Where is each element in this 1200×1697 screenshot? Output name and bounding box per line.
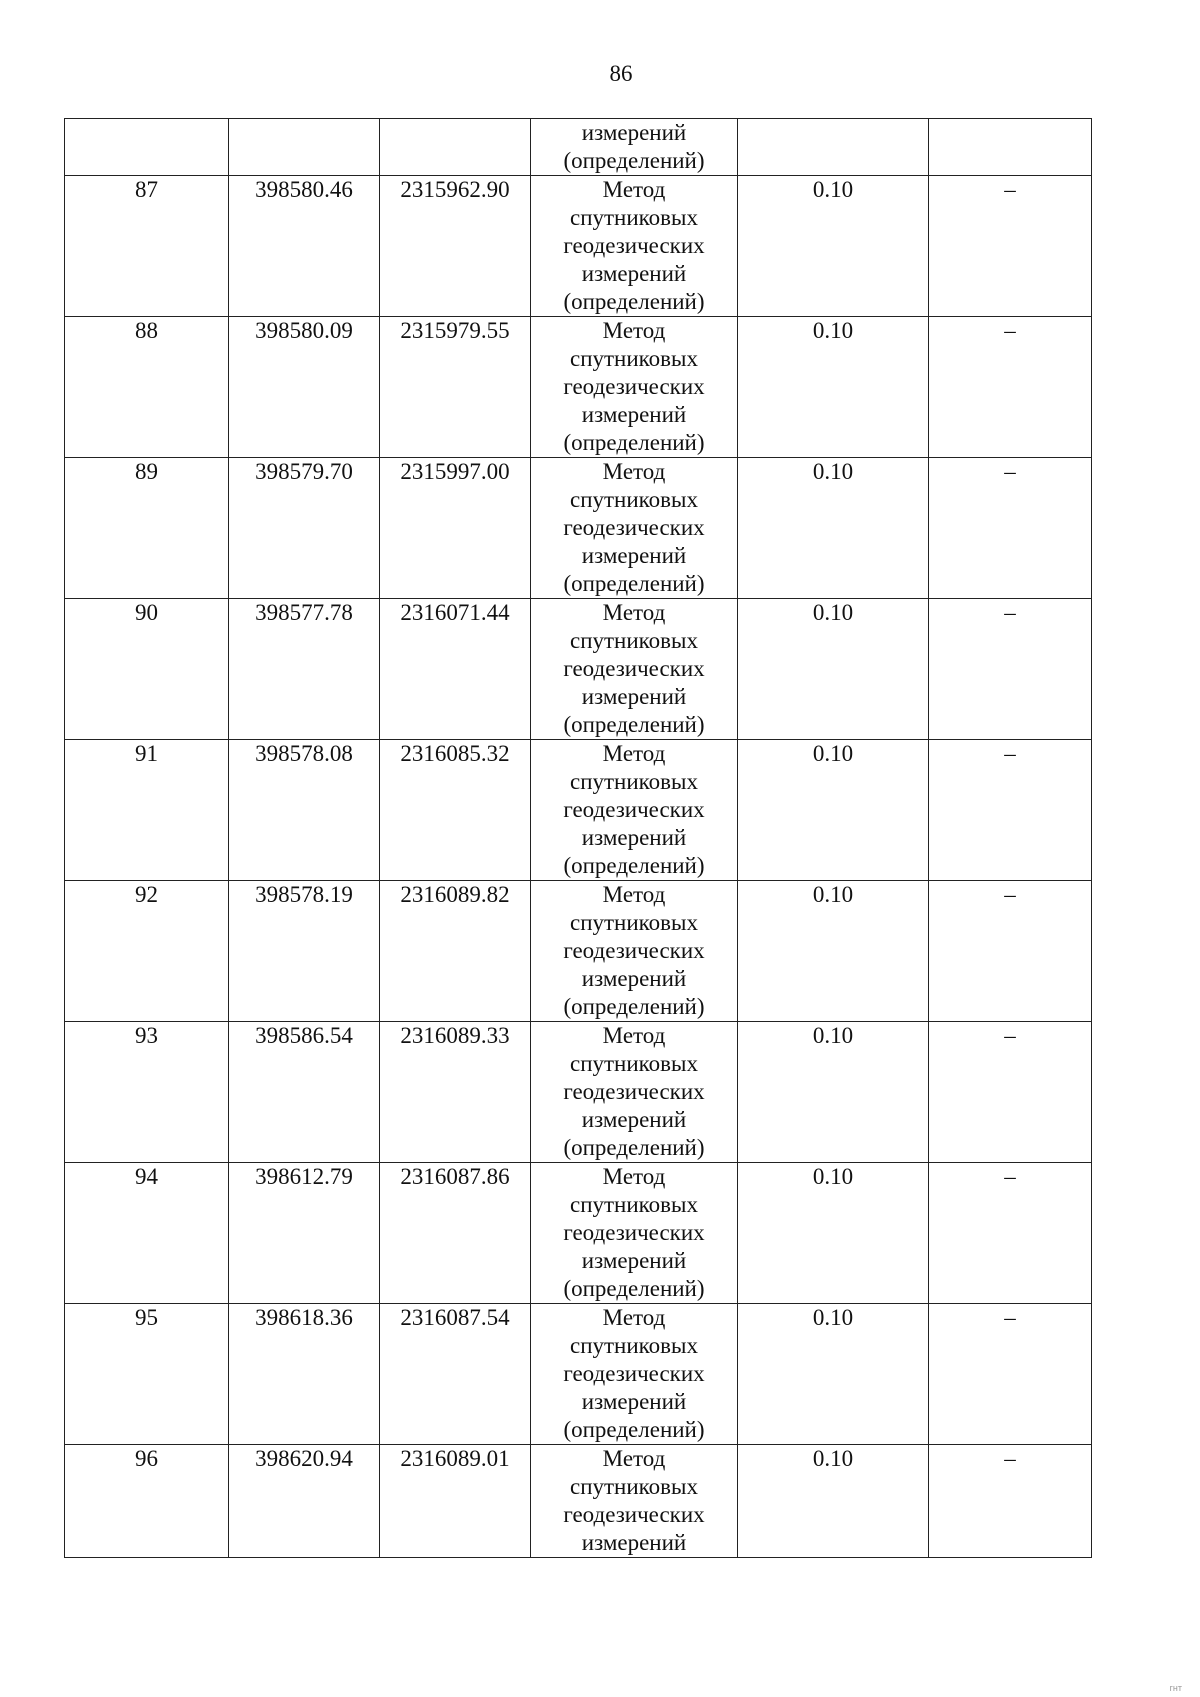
note-cell: – — [929, 176, 1092, 317]
note-cell: – — [929, 1304, 1092, 1445]
method-line: геодезических — [563, 1079, 705, 1104]
method-line: спутниковых — [569, 1192, 698, 1217]
method-line: измерений — [581, 120, 687, 145]
method-line: Метод — [602, 1164, 666, 1189]
method-cell — [531, 458, 738, 599]
accuracy-cell: 0.10 — [738, 176, 929, 317]
method-line: геодезических — [563, 515, 705, 540]
x-coordinate-cell: 398612.79 — [229, 1163, 380, 1304]
method-line: Метод — [602, 882, 666, 907]
x-coordinate-cell: 398586.54 — [229, 1022, 380, 1163]
method-line: измерений — [581, 966, 687, 991]
x-coordinate-cell: 398620.94 — [229, 1445, 380, 1558]
y-coordinate-cell: 2315979.55 — [380, 317, 531, 458]
note-cell: – — [929, 458, 1092, 599]
method-line: измерений — [581, 1248, 687, 1273]
method-line: спутниковых — [569, 1333, 698, 1358]
method-line: (определений) — [563, 430, 705, 455]
method-line: (определений) — [563, 853, 705, 878]
method-line: (определений) — [563, 1276, 705, 1301]
method-cell — [531, 1445, 738, 1558]
method-cell — [531, 317, 738, 458]
method-line: геодезических — [563, 1502, 705, 1527]
point-number-cell: 90 — [65, 599, 229, 740]
y-coordinate-cell: 2316071.44 — [380, 599, 531, 740]
x-coordinate-cell: 398580.09 — [229, 317, 380, 458]
x-coordinate-cell: 398578.08 — [229, 740, 380, 881]
method-cell — [531, 176, 738, 317]
method-line: измерений — [581, 825, 687, 850]
note-cell: – — [929, 1022, 1092, 1163]
table-row — [65, 317, 1092, 458]
y-coordinate-cell: 2315962.90 — [380, 176, 531, 317]
method-line: спутниковых — [569, 769, 698, 794]
point-number-cell: 96 — [65, 1445, 229, 1558]
note-cell — [929, 119, 1092, 176]
method-line: измерений — [581, 402, 687, 427]
method-cell — [531, 1304, 738, 1445]
y-coordinate-cell: 2316087.54 — [380, 1304, 531, 1445]
method-cell — [531, 119, 738, 176]
point-number-cell: 87 — [65, 176, 229, 317]
method-line: спутниковых — [569, 910, 698, 935]
method-cell — [531, 881, 738, 1022]
table-row — [65, 1445, 1092, 1558]
method-line: (определений) — [563, 289, 705, 314]
table-row-continuation — [65, 119, 1092, 176]
method-line: Метод — [602, 459, 666, 484]
table-row — [65, 1163, 1092, 1304]
method-line: Метод — [602, 1023, 666, 1048]
method-line: измерений — [581, 1389, 687, 1414]
method-line: спутниковых — [569, 205, 698, 230]
point-number-cell: 93 — [65, 1022, 229, 1163]
accuracy-cell: 0.10 — [738, 1163, 929, 1304]
table-row — [65, 740, 1092, 881]
method-line: геодезических — [563, 797, 705, 822]
method-line: (определений) — [563, 148, 705, 173]
table-row — [65, 881, 1092, 1022]
note-cell: – — [929, 881, 1092, 1022]
x-coordinate-cell: 398579.70 — [229, 458, 380, 599]
note-cell: – — [929, 1163, 1092, 1304]
table-row — [65, 599, 1092, 740]
point-number-cell: 95 — [65, 1304, 229, 1445]
method-line: спутниковых — [569, 487, 698, 512]
method-line: спутниковых — [569, 1474, 698, 1499]
method-line: измерений — [581, 684, 687, 709]
method-line: геодезических — [563, 656, 705, 681]
point-number-cell: 92 — [65, 881, 229, 1022]
table-row — [65, 1022, 1092, 1163]
note-cell: – — [929, 317, 1092, 458]
x-coordinate-cell: 398577.78 — [229, 599, 380, 740]
method-cell — [531, 1163, 738, 1304]
x-coordinate-cell: 398578.19 — [229, 881, 380, 1022]
point-number-cell — [65, 119, 229, 176]
point-number-cell: 94 — [65, 1163, 229, 1304]
note-cell: – — [929, 1445, 1092, 1558]
x-coordinate-cell: 398580.46 — [229, 176, 380, 317]
x-coordinate-cell: 398618.36 — [229, 1304, 380, 1445]
note-cell: – — [929, 740, 1092, 881]
point-number-cell: 89 — [65, 458, 229, 599]
y-coordinate-cell — [380, 119, 531, 176]
y-coordinate-cell: 2315997.00 — [380, 458, 531, 599]
accuracy-cell: 0.10 — [738, 881, 929, 1022]
method-line: геодезических — [563, 938, 705, 963]
method-line: (определений) — [563, 571, 705, 596]
method-cell — [531, 1022, 738, 1163]
page-number: 86 — [609, 61, 633, 86]
point-number-cell: 88 — [65, 317, 229, 458]
table-row — [65, 458, 1092, 599]
point-number-cell: 91 — [65, 740, 229, 881]
accuracy-cell: 0.10 — [738, 740, 929, 881]
accuracy-cell: 0.10 — [738, 599, 929, 740]
method-line: спутниковых — [569, 1051, 698, 1076]
method-line: Метод — [602, 1305, 666, 1330]
y-coordinate-cell: 2316085.32 — [380, 740, 531, 881]
accuracy-cell: 0.10 — [738, 458, 929, 599]
method-line: (определений) — [563, 1417, 705, 1442]
coordinates-table-body — [65, 119, 1092, 1558]
method-line: (определений) — [563, 994, 705, 1019]
method-line: Метод — [602, 318, 666, 343]
method-cell — [531, 740, 738, 881]
accuracy-cell — [738, 119, 929, 176]
method-line: Метод — [602, 741, 666, 766]
method-line: Метод — [602, 600, 666, 625]
method-line: спутниковых — [569, 346, 698, 371]
method-line: измерений — [581, 543, 687, 568]
method-line: Метод — [602, 1446, 666, 1471]
y-coordinate-cell: 2316089.01 — [380, 1445, 531, 1558]
method-line: (определений) — [563, 712, 705, 737]
method-line: геодезических — [563, 233, 705, 258]
accuracy-cell: 0.10 — [738, 317, 929, 458]
y-coordinate-cell: 2316087.86 — [380, 1163, 531, 1304]
coordinates-table — [64, 118, 1092, 1558]
method-cell — [531, 599, 738, 740]
accuracy-cell: 0.10 — [738, 1022, 929, 1163]
x-coordinate-cell — [229, 119, 380, 176]
note-cell: – — [929, 599, 1092, 740]
method-line: измерений — [581, 1530, 687, 1555]
method-line: Метод — [602, 177, 666, 202]
y-coordinate-cell: 2316089.33 — [380, 1022, 531, 1163]
method-line: спутниковых — [569, 628, 698, 653]
table-row — [65, 1304, 1092, 1445]
method-line: геодезических — [563, 1220, 705, 1245]
accuracy-cell: 0.10 — [738, 1445, 929, 1558]
corner-mark: гнт — [1169, 1683, 1182, 1693]
method-line: геодезических — [563, 1361, 705, 1386]
method-line: геодезических — [563, 374, 705, 399]
method-line: измерений — [581, 261, 687, 286]
method-line: (определений) — [563, 1135, 705, 1160]
table-row — [65, 176, 1092, 317]
method-line: измерений — [581, 1107, 687, 1132]
accuracy-cell: 0.10 — [738, 1304, 929, 1445]
y-coordinate-cell: 2316089.82 — [380, 881, 531, 1022]
